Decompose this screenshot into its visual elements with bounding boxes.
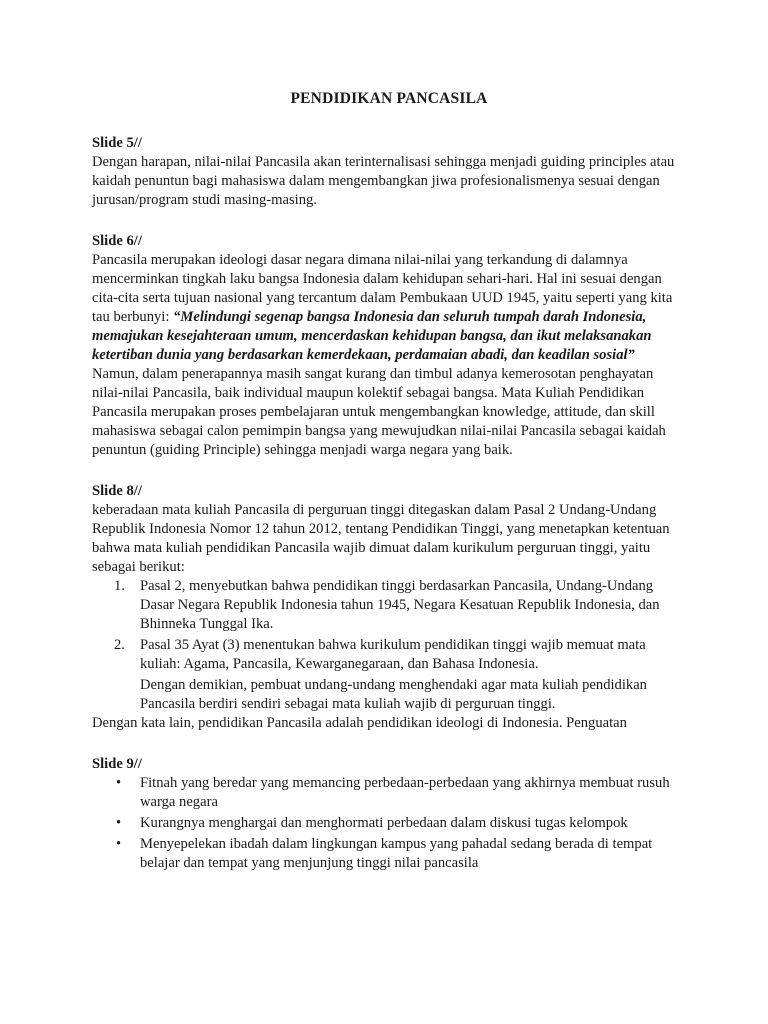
slide-8-heading: Slide 8//: [92, 483, 142, 499]
section-slide-8: [92, 482, 682, 733]
preamble-quote: “Melindungi segenap bangsa Indonesia dan seluruh tumpah darah Indonesia, memajukan kesejahteraan umum, mencerdaskan kehidupan bangsa, dan ikut melaksanakan ketertiban dunia yang berdasarkan kemerdekaan, perdamaian abadi, dan keadilan sosial”: [92, 309, 652, 363]
list-number: 1.: [114, 578, 125, 594]
list-item-text: Kurangnya menghargai dan menghormati perbedaan dalam diskusi tugas kelompok: [140, 815, 628, 831]
slide-8-closing: Dengan kata lain, pendidikan Pancasila adalah pendidikan ideologi di Indonesia. Penguatan: [92, 715, 627, 731]
bullet-icon: •: [116, 775, 122, 791]
list-item: [92, 814, 682, 833]
slide-5-heading: Slide 5//: [92, 135, 142, 151]
document-body: [92, 89, 682, 875]
bullet-icon: •: [116, 815, 122, 831]
section-slide-5: [92, 134, 682, 210]
slide-8-body: keberadaan mata kuliah Pancasila di perguruan tinggi ditegaskan dalam Pasal 2 Undang-Undang Republik Indonesia Nomor 12 tahun 2012, tentang Pendidikan Tinggi, yang menetapkan ketentuan bahwa mata kuliah pendidikan Pancasila wajib dimuat dalam kurikulum perguruan tinggi, yaitu sebagai berikut:: [92, 502, 670, 575]
slide-8-numbered-list: [92, 577, 682, 674]
list-item: [92, 835, 682, 873]
bullet-icon: •: [116, 836, 122, 852]
list-item-text: Menyepelekan ibadah dalam lingkungan kampus yang pahadal sedang berada di tempat belajar dan tempat yang menjunjung tinggi nilai pancasila: [140, 836, 653, 871]
slide-9-bullet-list: [92, 774, 682, 873]
slide-9-heading: Slide 9//: [92, 756, 142, 772]
slide-8-indented-paragraph: Dengan demikian, pembuat undang-undang menghendaki agar mata kuliah pendidikan Pancasila berdiri sendiri sebagai mata kuliah wajib di perguruan tinggi.: [140, 677, 647, 712]
document-title: PENDIDIKAN PANCASILA: [290, 90, 488, 107]
section-slide-9: [92, 755, 682, 873]
slide-6-body-2: Namun, dalam penerapannya masih sangat kurang dan timbul adanya kemerosotan penghayatan nilai-nilai Pancasila, baik individual maupun kolektif sebagai bangsa. Mata Kuliah Pendidikan Pancasila merupakan proses pembelajaran untuk mengembangkan knowledge, attitude, dan skill mahasiswa sebagai calon pemimpin bangsa yang mewujudkan nilai-nilai Pancasila sebagai kaidah penuntun (guiding Principle) sehingga menjadi warga negara yang baik.: [92, 366, 666, 458]
slide-6-intro-text: Pancasila merupakan ideologi dasar negara dimana nilai-nilai yang terkandung di dalamnya mencerminkan tingkah laku bangsa Indonesia dalam kehidupan sehari-hari. Hal ini sesuai dengan cita-cita serta tujuan nasional yang tercantum dalam Pembukaan UUD 1945, yaitu seperti yang kita tau berbunyi:: [92, 252, 673, 325]
slide-6-heading: Slide 6//: [92, 233, 142, 249]
list-item: [92, 577, 682, 634]
slide-6-body-intro: [92, 251, 682, 365]
list-item-text: Fitnah yang beredar yang memancing perbedaan-perbedaan yang akhirnya membuat rusuh warga negara: [140, 775, 670, 810]
list-item: [92, 774, 682, 812]
section-slide-6: [92, 232, 682, 460]
list-number: 2.: [114, 637, 125, 653]
list-item-text: Pasal 35 Ayat (3) menentukan bahwa kurikulum pendidikan tinggi wajib memuat mata kuliah: Agama, Pancasila, Kewarganegaraan, dan Bahasa Indonesia.: [140, 637, 646, 672]
list-item-text: Pasal 2, menyebutkan bahwa pendidikan tinggi berdasarkan Pancasila, Undang-Undang Dasar Negara Republik Indonesia tahun 1945, Negara Kesatuan Republik Indonesia, dan Bhinneka Tunggal Ika.: [140, 578, 660, 632]
slide-5-body: Dengan harapan, nilai-nilai Pancasila akan terinternalisasi sehingga menjadi guiding principles atau kaidah penuntun bagi mahasiswa dalam mengembangkan jiwa profesionalismenya sesuai dengan jurusan/program studi masing-masing.: [92, 154, 675, 208]
list-item: [92, 636, 682, 674]
